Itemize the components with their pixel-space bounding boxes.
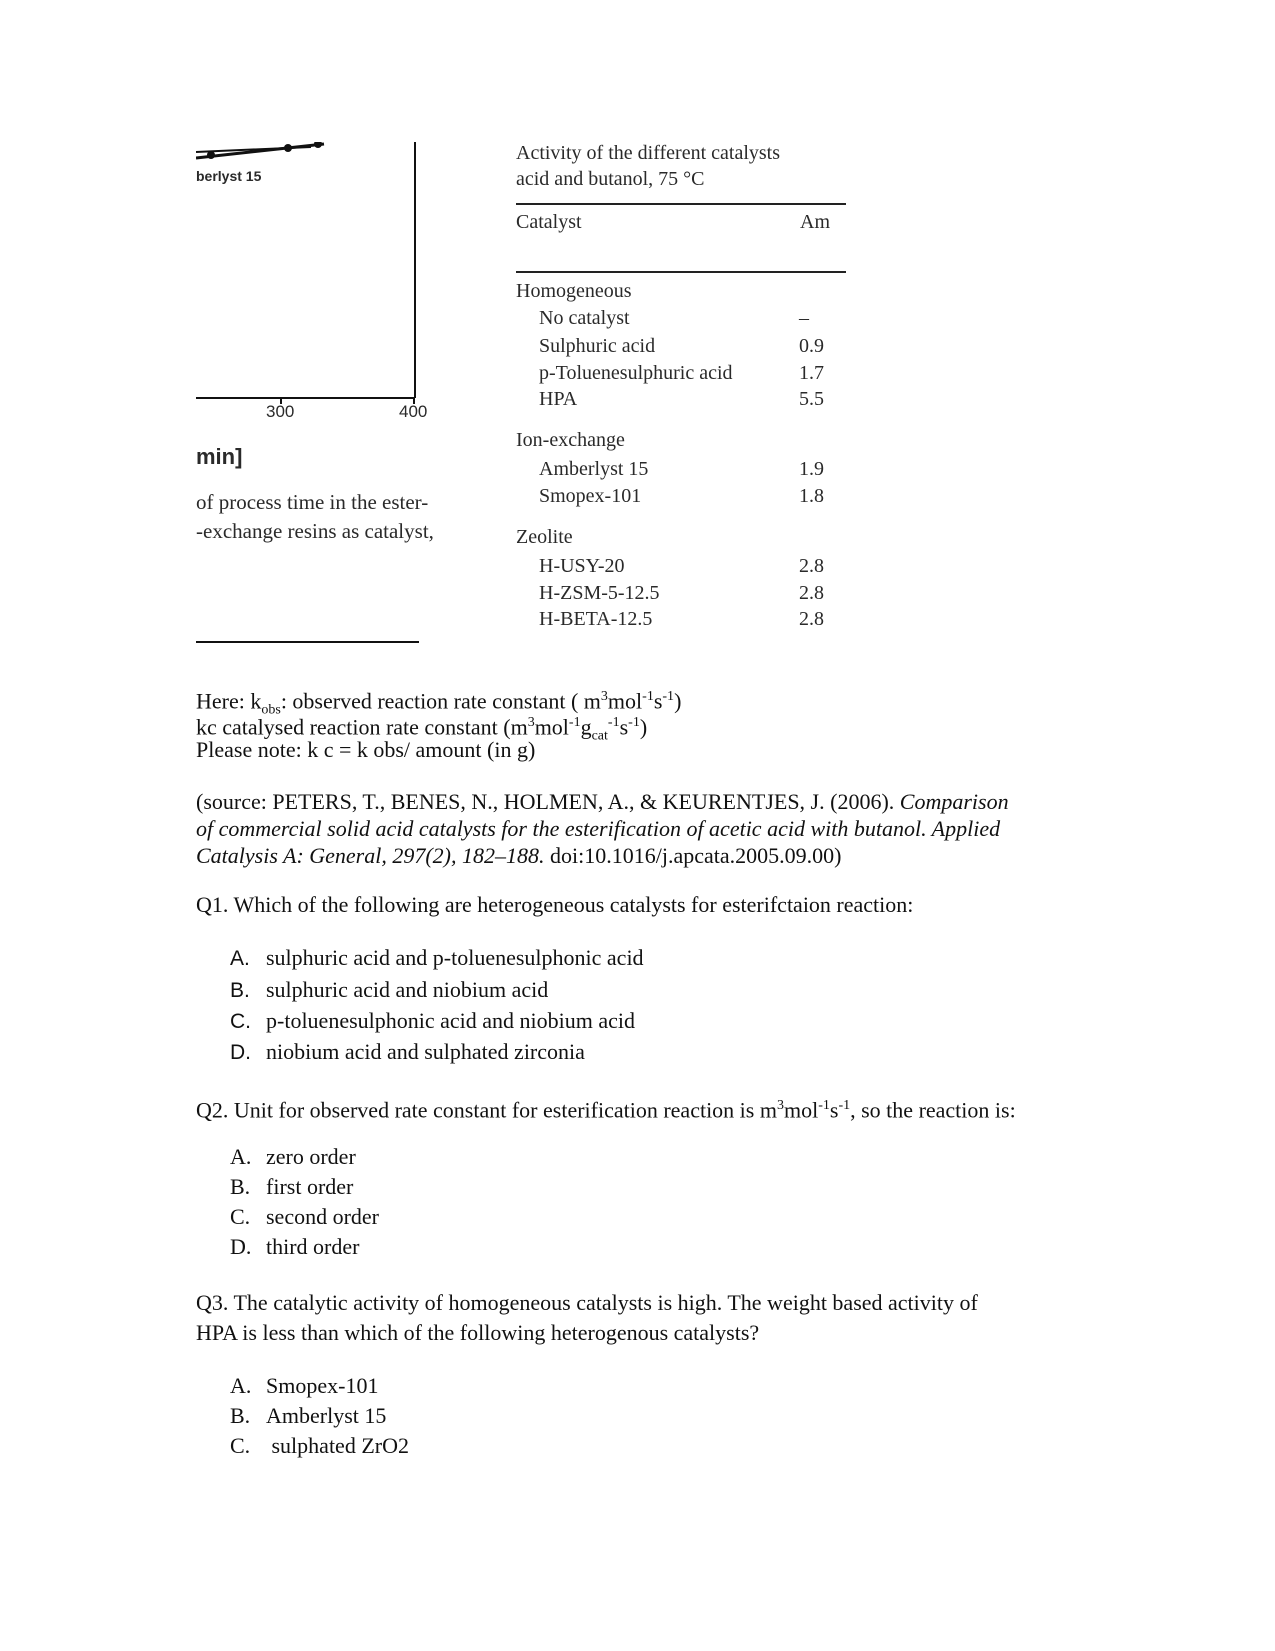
please-note: Please note: k c = k obs/ amount (in g) (196, 737, 536, 762)
question-1: Q1. Which of the following are heterogeneous catalysts for esterifctaion reaction: (196, 892, 914, 917)
table-row-value: 5.5 (799, 388, 824, 410)
table-header-catalyst: Catalyst (516, 211, 582, 233)
table-row-name: Sulphuric acid (539, 335, 656, 357)
q2-option-a: A. zero order (230, 1144, 356, 1169)
table-row-name: H-USY-20 (539, 555, 625, 577)
table-row-value: 1.7 (799, 362, 824, 384)
question-3-line: HPA is less than which of the following heterogenous catalysts? (196, 1320, 760, 1345)
table-row-value: 1.8 (799, 485, 824, 507)
table-row-name: Amberlyst 15 (539, 458, 649, 480)
kc-note: kc catalysed reaction rate constant $(m^3mol^{-1}g_{cat}^{-1}s^{-1})$ (196, 714, 648, 744)
plot-x-tick-label: 400 (399, 402, 428, 421)
table-row-value: 2.8 (799, 582, 824, 604)
table-row-name: H-BETA-12.5 (539, 608, 653, 630)
table-row-name: H-ZSM-5-12.5 (539, 582, 660, 604)
table-row-name: HPA (539, 388, 578, 410)
q2-option-c: C. second order (230, 1204, 380, 1229)
table-row-name: No catalyst (539, 307, 630, 329)
table-row-name: p-Toluenesulphuric acid (539, 362, 733, 384)
figure-caption-fragment: -exchange resins as catalyst, (196, 519, 434, 543)
plot-point (284, 144, 292, 152)
q3-option-b: B. Amberlyst 15 (230, 1403, 387, 1428)
table-group-label: Homogeneous (516, 280, 632, 302)
question-2: Q2. Unit for observed rate constant for esterification reaction is $m^3mol^{-1}s^{-1}$, so the reaction is: (196, 1097, 1016, 1123)
plot-legend-label: berlyst 15 (196, 168, 262, 184)
kobs-note: Here: $k_{obs}$: observed reaction rate constant ( $m^3mol^{-1}s^{-1}$) (196, 688, 682, 718)
q1-option-c: C. p-toluenesulphonic acid and niobium acid (230, 1008, 636, 1033)
table-group-label: Zeolite (516, 526, 573, 548)
table-row-value: 2.8 (799, 608, 824, 630)
table-row-value: – (799, 307, 809, 329)
source-figure-image (196, 142, 846, 679)
table-group-label: Ion-exchange (516, 429, 625, 451)
plot-point (207, 151, 215, 159)
q3-option-c: C. sulphated ZrO2 (230, 1433, 409, 1458)
question-3: Q3. The catalytic activity of homogeneous catalysts is high. The weight based activity of (196, 1290, 978, 1315)
table-title: acid and butanol, 75 °C (516, 168, 705, 190)
table-title: Activity of the different catalysts (516, 142, 780, 164)
q2-option-d: D. third order (230, 1234, 360, 1259)
source-citation-line: of commercial solid acid catalysts for the esterification of acetic acid with butanol. Applied (196, 816, 1001, 841)
table-row-value: 1.9 (799, 458, 824, 480)
q3-option-a: A. Smopex-101 (230, 1373, 379, 1398)
table-row-value: 0.9 (799, 335, 824, 357)
source-citation-line: Catalysis A: General, 297(2), 182–188. doi:10.1016/j.apcata.2005.09.00) (196, 843, 842, 868)
q1-option-b: B. sulphuric acid and niobium acid (230, 977, 549, 1002)
source-citation: (source: PETERS, T., BENES, N., HOLMEN, A., & KEURENTJES, J. (2006). Comparison (196, 789, 1009, 814)
plot-point (314, 142, 322, 148)
q1-option-d: D. niobium acid and sulphated zirconia (230, 1039, 585, 1064)
q2-option-b: B. first order (230, 1174, 354, 1199)
table-row-name: Smopex-101 (539, 485, 642, 507)
table-header-amount: Am (800, 211, 830, 233)
q1-option-a: A. sulphuric acid and p-toluenesulphonic acid (230, 945, 644, 970)
table-row-value: 2.8 (799, 555, 824, 577)
figure-caption-fragment: of process time in the ester- (196, 490, 429, 514)
plot-x-axis-unit: min] (196, 444, 243, 469)
plot-x-tick-label: 300 (266, 402, 295, 421)
